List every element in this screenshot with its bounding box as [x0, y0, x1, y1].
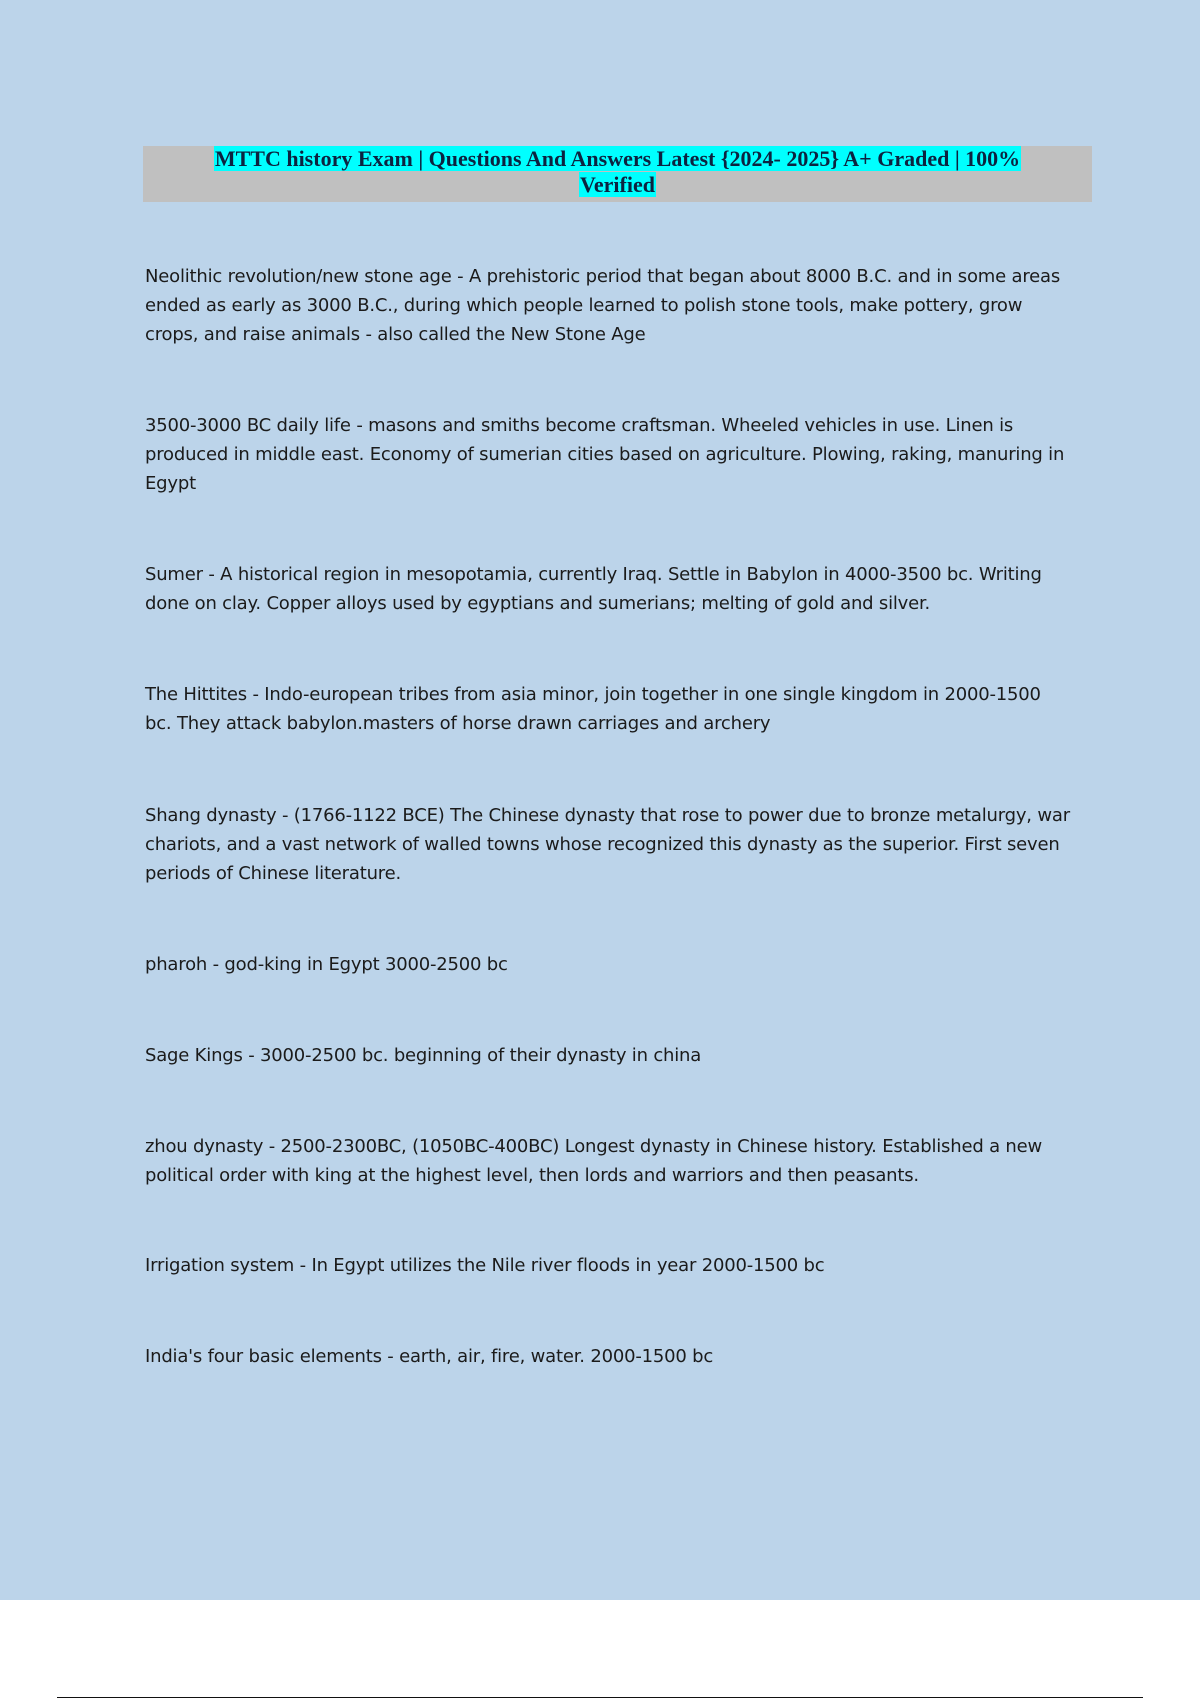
qa-entry-irrigation — [145, 1251, 1080, 1280]
entry-line: zhou dynasty - 2500-2300BC, (1050BC-400BC) Longest dynasty in Chinese history. Established a new — [145, 1136, 1043, 1157]
qa-entry-daily-life — [145, 411, 1080, 498]
qa-entry-neolithic — [145, 262, 1080, 349]
entry-line: Egypt — [145, 473, 196, 494]
document-title — [143, 146, 1092, 198]
entry-line: bc. They attack babylon.masters of horse drawn carriages and archery — [145, 713, 771, 734]
entry-line: Neolithic revolution/new stone age - A prehistoric period that began about 8000 B.C. and in some areas — [145, 266, 1061, 287]
entry-line: ended as early as 3000 B.C., during which people learned to polish stone tools, make pottery, grow — [145, 295, 1023, 316]
entry-line: political order with king at the highest level, then lords and warriors and then peasants. — [145, 1165, 919, 1186]
entry-line: Sumer - A historical region in mesopotamia, currently Iraq. Settle in Babylon in 4000-3500 bc. Writing — [145, 564, 1042, 585]
qa-entry-sumer — [145, 560, 1080, 618]
qa-entry-shang — [145, 801, 1080, 888]
entry-line: crops, and raise animals - also called the New Stone Age — [145, 324, 646, 345]
qa-entry-zhou — [145, 1132, 1080, 1190]
entry-line: The Hittites - Indo-european tribes from asia minor, join together in one single kingdom in 2000-1500 — [145, 684, 1041, 705]
entry-line: India's four basic elements - earth, air, fire, water. 2000-1500 bc — [145, 1346, 714, 1367]
entry-line: Shang dynasty - (1766-1122 BCE) The Chinese dynasty that rose to power due to bronze metalurgy, war — [145, 805, 1070, 826]
qa-entry-pharoh — [145, 950, 1080, 979]
entry-line: Irrigation system - In Egypt utilizes the Nile river floods in year 2000-1500 bc — [145, 1255, 825, 1276]
entry-line: 3500-3000 BC daily life - masons and smiths become craftsman. Wheeled vehicles in use. Linen is — [145, 415, 1014, 436]
qa-entry-hittites — [145, 680, 1080, 738]
entry-line: chariots, and a vast network of walled towns whose recognized this dynasty as the superior. First seven — [145, 834, 1060, 855]
entry-line: pharoh - god-king in Egypt 3000-2500 bc — [145, 954, 508, 975]
title-line-1: MTTC history Exam | Questions And Answers Latest {2024- 2025} A+ Graded | 100% — [214, 146, 1021, 171]
title-line-2: Verified — [580, 172, 655, 197]
qa-entry-sage-kings — [145, 1041, 1080, 1070]
entry-line: Sage Kings - 3000-2500 bc. beginning of their dynasty in china — [145, 1045, 702, 1066]
entry-line: done on clay. Copper alloys used by egyptians and sumerians; melting of gold and silver. — [145, 593, 931, 614]
footer-divider — [57, 1697, 1143, 1698]
entry-line: periods of Chinese literature. — [145, 863, 401, 884]
qa-entry-india-elements — [145, 1342, 1080, 1371]
entry-line: produced in middle east. Economy of sumerian cities based on agriculture. Plowing, raking, manuring in — [145, 444, 1065, 465]
